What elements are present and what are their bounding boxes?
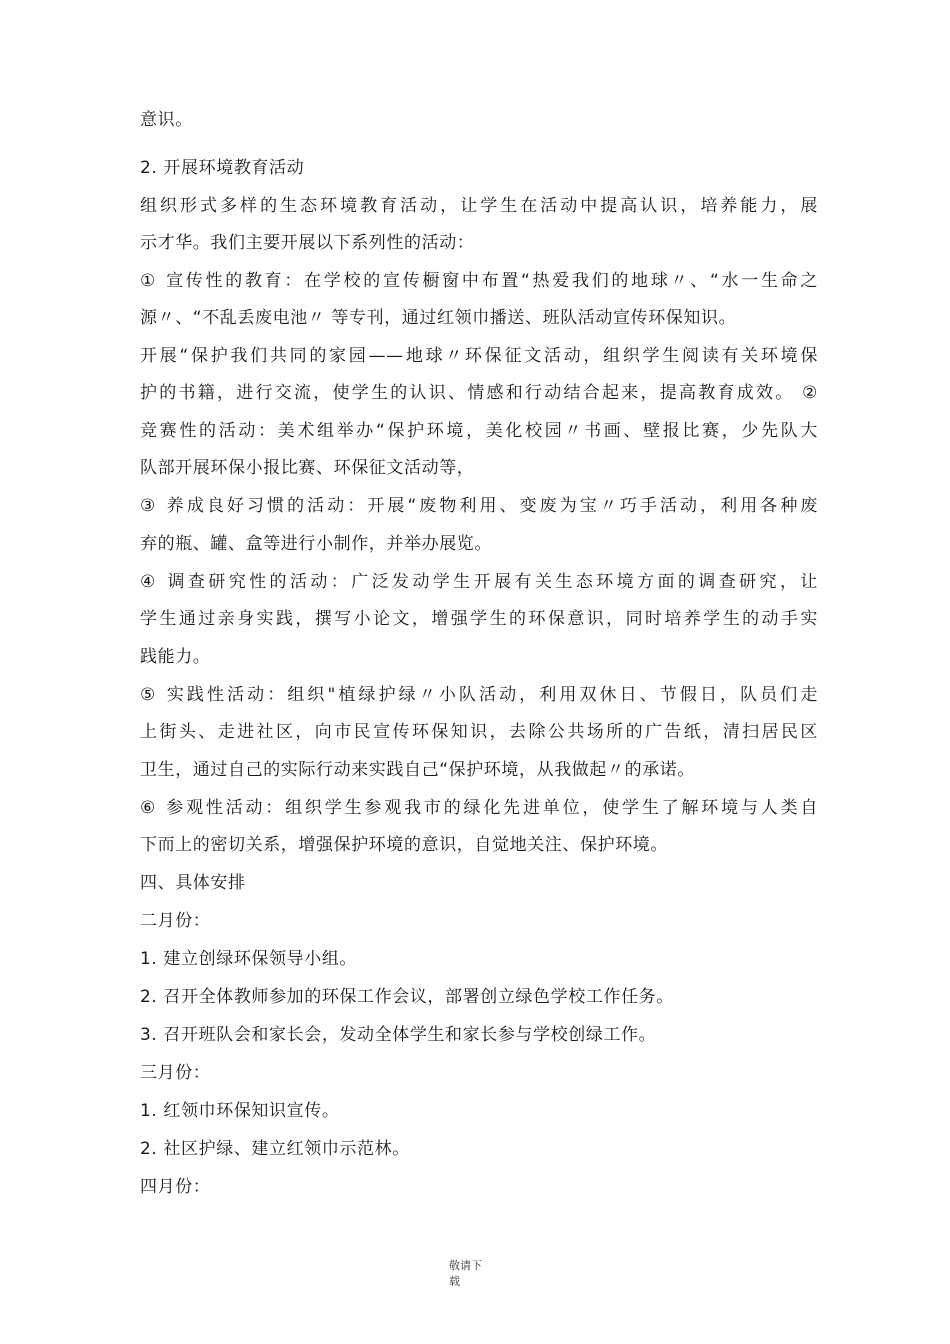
text-line: 学生通过亲身实践，撰写小论文，增强学生的环保意识，同时培养学生的动手实 [140, 609, 818, 629]
text-line: 践能力。 [140, 647, 211, 667]
text-line: 弃的瓶、罐、盒等进行小制作，并举办展览。 [140, 534, 492, 554]
text-line: 卫生，通过自己的实际行动来实践自己“保护环境，从我做起〃的承诺。 [140, 760, 696, 780]
month-heading: 四月份： [140, 1177, 211, 1197]
list-item: 2. 召开全体教师参加的环保工作会议，部署创立绿色学校工作任务。 [140, 987, 674, 1007]
text-line: 竞赛性的活动：美术组举办“保护环境，美化校园〃书画、壁报比赛，少先队大 [140, 421, 818, 441]
text-line: ⑥ 参观性活动：组织学生参观我市的绿化先进单位，使学生了解环境与人类自 [140, 798, 818, 818]
month-heading: 三月份： [140, 1063, 211, 1083]
month-heading: 二月份： [140, 911, 211, 931]
text-line: 队部开展环保小报比赛、环保征文活动等， [140, 458, 475, 478]
text-line: ⑤ 实践性活动：组织"植绿护绿〃小队活动，利用双休日、节假日，队员们走 [140, 685, 818, 705]
page-footer [449, 1258, 509, 1290]
text-line: 护的书籍，进行交流，使学生的认识、情感和行动结合起来，提高教育成效。 ② [140, 383, 818, 403]
text-line: ③ 养成良好习惯的活动：开展“废物利用、变废为宝〃巧手活动，利用各种废 [140, 496, 818, 516]
text-line: 下而上的密切关系，增强保护环境的意识，自觉地关注、保护环境。 [140, 835, 668, 855]
section-heading: 四、具体安排 [140, 873, 246, 893]
text-line: 源〃、“不乱丢废电池〃 等专刊，通过红领巾播送、班队活动宣传环保知识。 [140, 308, 737, 328]
text-line: 组织形式多样的生态环境教育活动，让学生在活动中提高认识，培养能力，展 [140, 196, 818, 216]
section-heading: 2. 开展环境教育活动 [140, 158, 305, 178]
text-line: 上街头、走进社区，向市民宣传环保知识，去除公共场所的广告纸，清扫居民区 [140, 722, 818, 742]
list-item: 1. 红领巾环保知识宣传。 [140, 1101, 340, 1121]
text-line: ① 宣传性的教育：在学校的宣传橱窗中布置“热爱我们的地球〃、“水一生命之 [140, 271, 818, 291]
list-item: 2. 社区护绿、建立红领巾示范林。 [140, 1139, 410, 1159]
text-line: 示才华。我们主要开展以下系列性的活动： [140, 233, 475, 253]
footer-text: 载 [449, 1275, 460, 1288]
text-line: 意识。 [140, 110, 193, 130]
footer-text: 敬请下 [449, 1259, 482, 1272]
list-item: 1. 建立创绿环保领导小组。 [140, 949, 358, 969]
list-item: 3. 召开班队会和家长会，发动全体学生和家长参与学校创绿工作。 [140, 1025, 657, 1045]
text-line: 开展“保护我们共同的家园——地球〃环保征文活动，组织学生阅读有关环境保 [140, 346, 818, 366]
text-line: ④ 调查研究性的活动：广泛发动学生开展有关生态环境方面的调查研究，让 [140, 572, 818, 592]
